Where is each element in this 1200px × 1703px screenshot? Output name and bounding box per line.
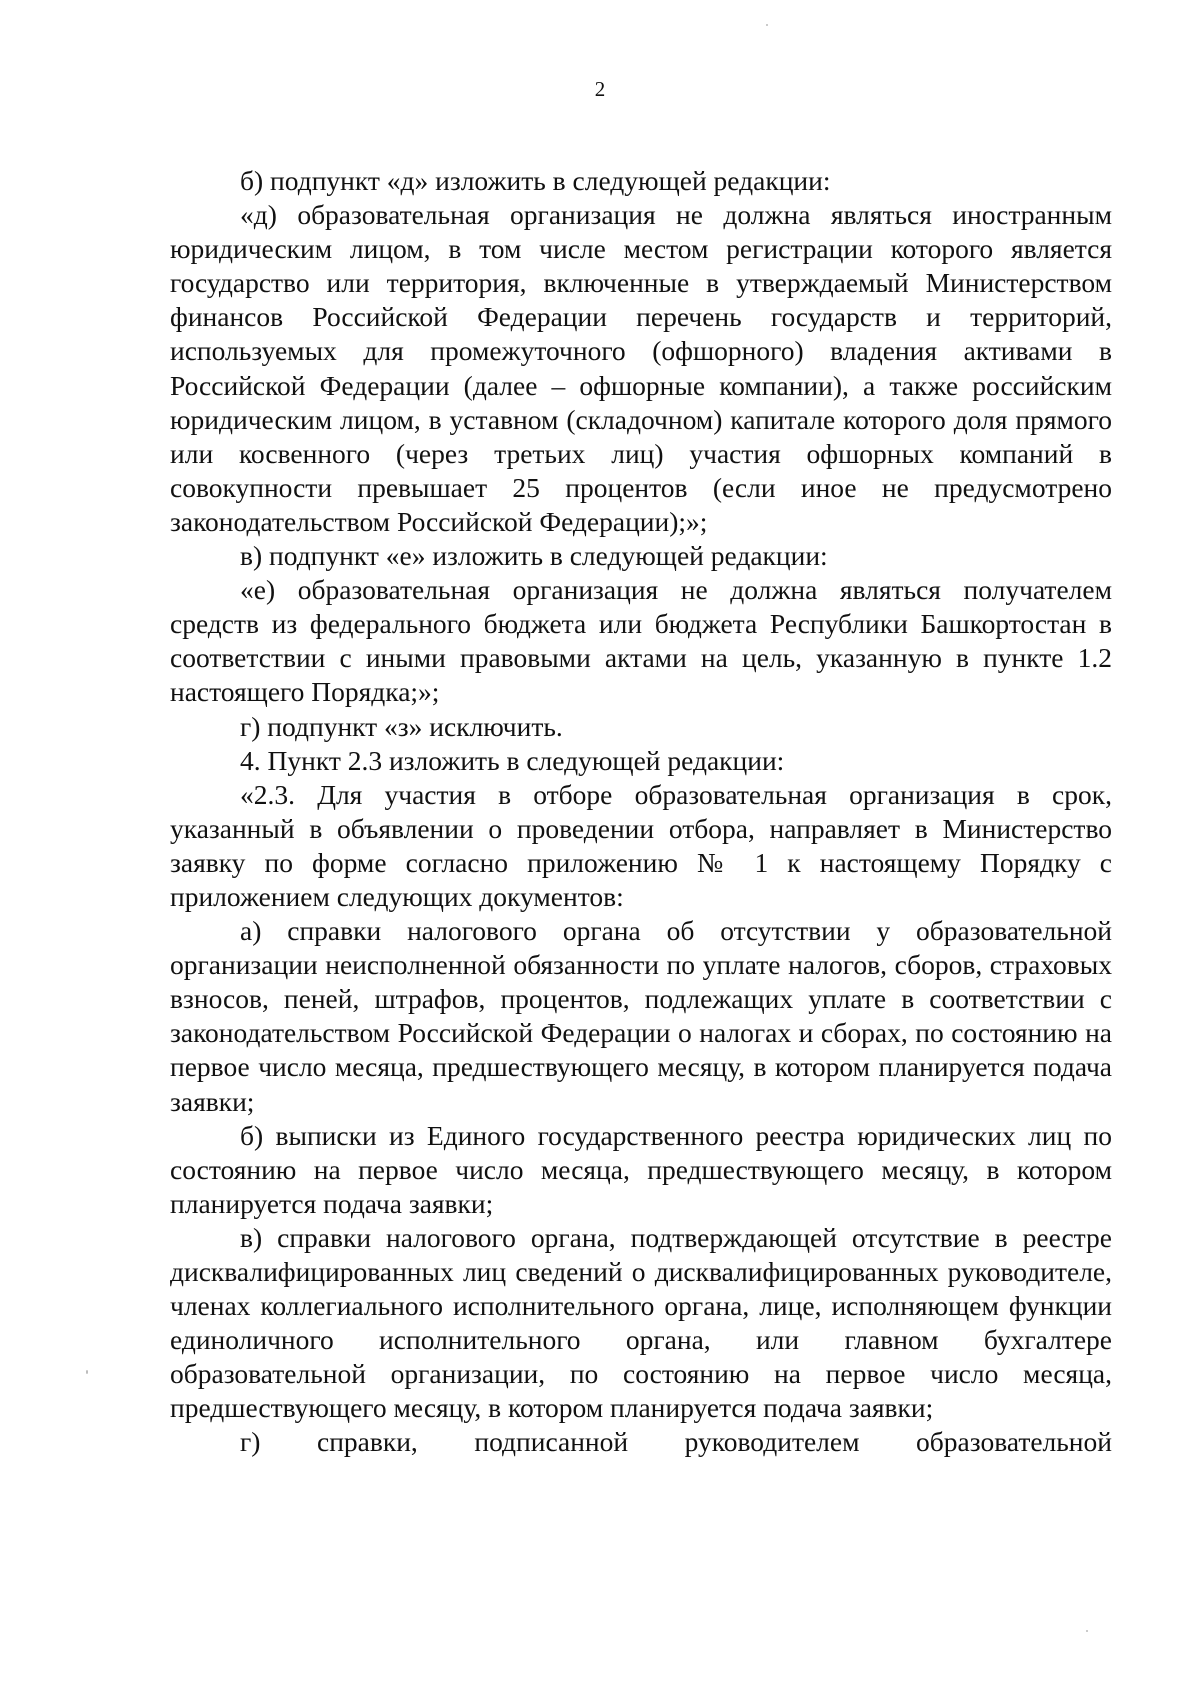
paragraph-item-g: г) справки, подписанной руководителем образовательной [240,1426,1112,1458]
paragraph-item-v: в) справки налогового органа, подтверждающей отсутствие в реестре дисквалифицированных лиц сведений о дисквалифицированных руководителе, членах коллегиального исполнительного органа, лице, исполняющем функции единоличного исполнительного органа, или главном бухгалтере образовательной организации, по состоянию на первое число месяца, предшествующего месяцу, в котором планируется подача заявки; [170,1221,1112,1424]
paragraph-subpoint-g-exclude: г) подпункт «з» исключить. [240,710,563,742]
paragraph-subpoint-e-text: «е) образовательная организация не должна являться получателем средств из федерального бюджета или бюджета Республики Башкортостан в соответствии с иными правовыми актами на цель, указанную в пункте 1.2 настоящего Порядка;»; [170,574,1112,708]
page-number: 2 [594,77,606,101]
scan-speck [766,24,768,26]
paragraph-subpoint-b-header: б) подпункт «д» изложить в следующей редакции: [240,165,831,196]
document-body [170,164,1112,1460]
paragraph-point-4-header: 4. Пункт 2.3 изложить в следующей редакции: [240,744,785,776]
paragraph-item-b: б) выписки из Единого государственного реестра юридических лиц по состоянию на первое число месяца, предшествующего месяцу, в котором планируется подача заявки; [170,1119,1112,1219]
paragraph-item-a: а) справки налогового органа об отсутствии у образовательной организации неисполненной обязанности по уплате налогов, сборов, страховых взносов, пеней, штрафов, процентов, подлежащих уплате в соответствии с законодательством Российской Федерации о налогах и сборах, по состоянию на первое число месяца, предшествующего месяцу, в котором планируется подача заявки; [170,915,1112,1117]
scan-speck [1086,1630,1088,1632]
paragraph-subpoint-d-text: «д) образовательная организация не должна являться иностранным юридическим лицом, в том числе местом регистрации которого является государство или территория, включенные в утверждаемый Министерством финансов Российской Федерации перечень государств и территорий, используемых для промежуточного (офшорного) владения активами в Российской Федерации (далее – офшорные компании), а также российским юридическим лицом, в уставном (складочном) капитале которого доля прямого или косвенного (через третьих лиц) участия офшорных компаний в совокупности превышает 25 процентов (если иное не предусмотрено законодательством Российской Федерации);»; [170,199,1112,537]
paragraph-subpoint-v-header: в) подпункт «е» изложить в следующей редакции: [240,540,828,572]
paragraph-point-2-3-text: «2.3. Для участия в отборе образовательная организация в срок, указанный в объявлении о проведении отбора, направляет в Министерство заявку по форме согласно приложению № 1 к настоящему Порядку с приложением следующих документов: [170,778,1112,912]
scan-speck [86,1370,88,1374]
